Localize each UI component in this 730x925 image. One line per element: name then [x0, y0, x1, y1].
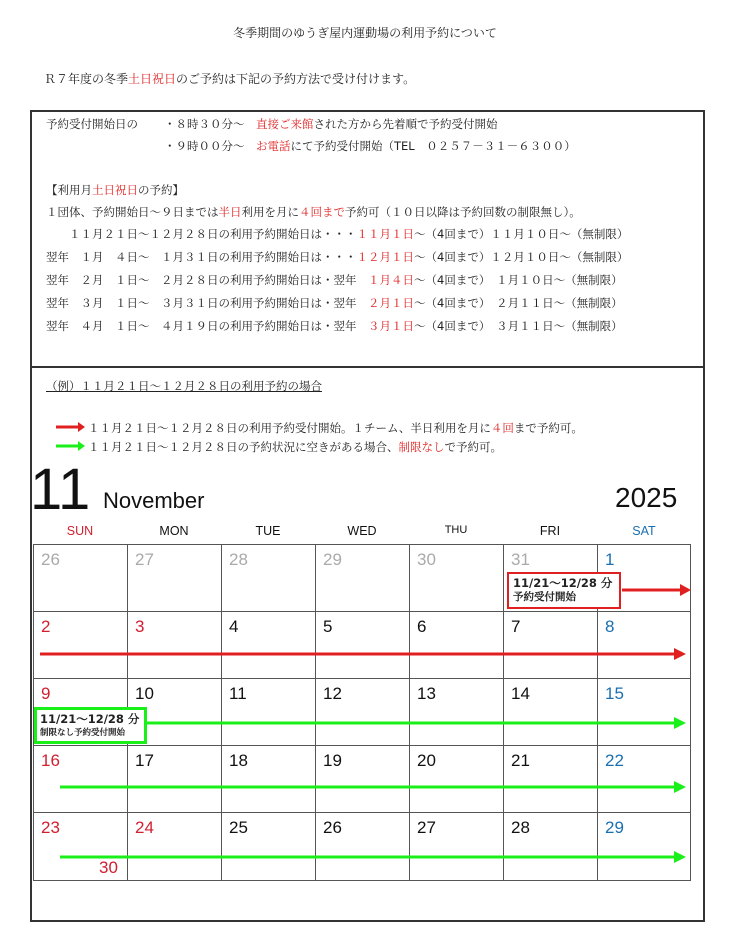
schedule-row-date: １１月１日: [356, 227, 414, 241]
reception-hl-2: お電話: [256, 139, 291, 153]
red-start-tag: [507, 572, 621, 609]
day-nov-6: 6: [417, 617, 427, 636]
day-nov-25: 25: [229, 818, 248, 837]
intro-pre: Ｒ７年度の冬季: [44, 72, 129, 86]
weekday-thu: THU: [444, 524, 468, 536]
day-nov-4: 4: [229, 617, 239, 636]
day-nov-17: 17: [135, 751, 154, 770]
green-arrow-week5-head: [674, 851, 686, 863]
schedule-row-text: １１月２１日～１２月２８日の利用予約開始日は・・・: [46, 227, 357, 241]
month-name: November: [103, 488, 205, 513]
day-oct-29: 29: [323, 550, 342, 569]
legend-green-post: で予約可。: [444, 440, 502, 454]
day-oct-28: 28: [229, 550, 248, 569]
day-nov-9: 9: [41, 684, 51, 703]
day-nov-2: 2: [41, 617, 51, 636]
day-nov-7: 7: [511, 617, 521, 636]
red-arrow-week2-head: [674, 648, 686, 660]
green-tag-line2: 制限なし予約受付開始: [40, 728, 126, 738]
reception-time-1: ・８時３０分～: [164, 117, 245, 131]
day-oct-26: 26: [41, 550, 60, 569]
month-number: 11: [30, 457, 91, 522]
rules-desc-post: 予約可（１０日以降は予約回数の制限無し）。: [345, 205, 581, 219]
day-nov-20: 20: [417, 751, 436, 770]
rules-heading-hl: 土日祝日: [92, 183, 138, 197]
reception-post-2: にて予約受付開始（TEL ０２５７－３１－６３００）: [290, 139, 576, 153]
green-start-tag: [34, 707, 147, 744]
schedule-row-text: 翌年 ３月 １日～ ３月３１日の利用予約開始日は・翌年: [46, 296, 368, 310]
day-nov-13: 13: [417, 684, 436, 703]
day-nov-16: 16: [41, 751, 60, 770]
rules-heading-post: の予約】: [138, 183, 184, 197]
green-arrow-week3-head: [674, 717, 686, 729]
day-nov-5: 5: [323, 617, 333, 636]
rules-desc-mid: 利用を月に: [241, 205, 299, 219]
day-nov-12: 12: [323, 684, 342, 703]
reception-time-2: ・９時００分～: [164, 139, 245, 153]
day-nov-19: 19: [323, 751, 342, 770]
weekday-wed: WED: [347, 524, 377, 538]
weekday-sun: SUN: [66, 524, 94, 538]
weekday-mon: MON: [159, 524, 189, 538]
rules-desc-hl2: ４回まで: [299, 205, 345, 219]
schedule-row-text: 翌年 ２月 １日～ ２月２８日の利用予約開始日は・翌年: [46, 273, 368, 287]
day-oct-27: 27: [135, 550, 154, 569]
year: 2025: [615, 482, 678, 513]
day-nov-21: 21: [511, 751, 530, 770]
page-title: 冬季期間のゆうぎ屋内運動場の利用予約について: [233, 26, 497, 40]
day-nov-1: 1: [605, 550, 615, 569]
schedule-row-date: ２月１日: [368, 296, 414, 310]
weekday-tue: TUE: [255, 524, 281, 538]
weekday-sat: SAT: [632, 524, 656, 538]
day-nov-18: 18: [229, 751, 248, 770]
legend-red-post: まで予約可。: [513, 421, 583, 435]
day-nov-15: 15: [605, 684, 624, 703]
day-nov-28: 28: [511, 818, 530, 837]
legend-green-pre: １１月２１日～１２月２８日の予約状況に空きがある場合、: [88, 440, 399, 454]
day-nov-10: 10: [135, 684, 154, 703]
schedule-row-tail: ～（4回まで）１２月１０日～（無制限）: [414, 250, 629, 264]
day-nov-30: 30: [99, 858, 118, 877]
rules-desc-pre: １団体、予約開始日～９日までは: [46, 205, 219, 219]
day-nov-8: 8: [605, 617, 615, 636]
green-arrow-week4-head: [674, 781, 686, 793]
red-arrow-week1-head: [680, 584, 691, 596]
rules-desc-hl1: 半日: [218, 205, 242, 219]
day-nov-29: 29: [605, 818, 624, 837]
day-nov-24: 24: [135, 818, 154, 837]
rules-heading-pre: 【利用月: [46, 183, 92, 197]
reception-hl-1: 直接ご来館: [256, 117, 314, 131]
day-nov-14: 14: [511, 684, 530, 703]
day-oct-30: 30: [417, 550, 436, 569]
schedule-row-date: １２月１日: [356, 250, 414, 264]
schedule-row-date: ３月１日: [368, 319, 414, 333]
schedule-row-tail: ～（4回まで）１１月１０日～（無制限）: [414, 227, 629, 241]
schedule-row-text: 翌年 ４月 １日～ ４月１９日の利用予約開始日は・翌年: [46, 319, 368, 333]
day-nov-3: 3: [135, 617, 145, 636]
day-nov-27: 27: [417, 818, 436, 837]
day-nov-26: 26: [323, 818, 342, 837]
example-title: （例）１１月２１日～１２月２８日の利用予約の場合: [46, 379, 322, 393]
day-oct-31: 31: [511, 550, 530, 569]
day-nov-23: 23: [41, 818, 60, 837]
schedule-row-tail: ～（4回まで） ３月１１日～（無制限）: [414, 319, 623, 333]
schedule-row-date: １月４日: [368, 273, 414, 287]
schedule-row-tail: ～（4回まで） ２月１１日～（無制限）: [414, 296, 623, 310]
red-tag-line2: 予約受付開始: [513, 591, 576, 603]
schedule-row-text: 翌年 １月 ４日～ １月３１日の利用予約開始日は・・・: [46, 250, 357, 264]
day-nov-22: 22: [605, 751, 624, 770]
intro-post: のご予約は下記の予約方法で受け付けます。: [176, 72, 416, 86]
red-tag-line1: 11/21～12/28 分: [513, 576, 613, 590]
legend-red-pre: １１月２１日～１２月２８日の利用予約受付開始。１チーム、半日利用を月に: [88, 421, 491, 435]
green-tag-line1: 11/21～12/28 分: [40, 712, 140, 726]
reception-post-1: された方から先着順で予約受付開始: [313, 117, 498, 131]
schedule-row-tail: ～（4回まで） １月１０日～（無制限）: [414, 273, 623, 287]
day-nov-11: 11: [229, 684, 247, 703]
legend-red-hl: ４回: [490, 421, 514, 435]
legend-green-hl: 制限なし: [398, 440, 445, 454]
weekday-fri: FRI: [539, 524, 561, 538]
reception-label: 予約受付開始日の: [46, 117, 138, 131]
intro-highlight: 土日祝日: [128, 72, 177, 86]
